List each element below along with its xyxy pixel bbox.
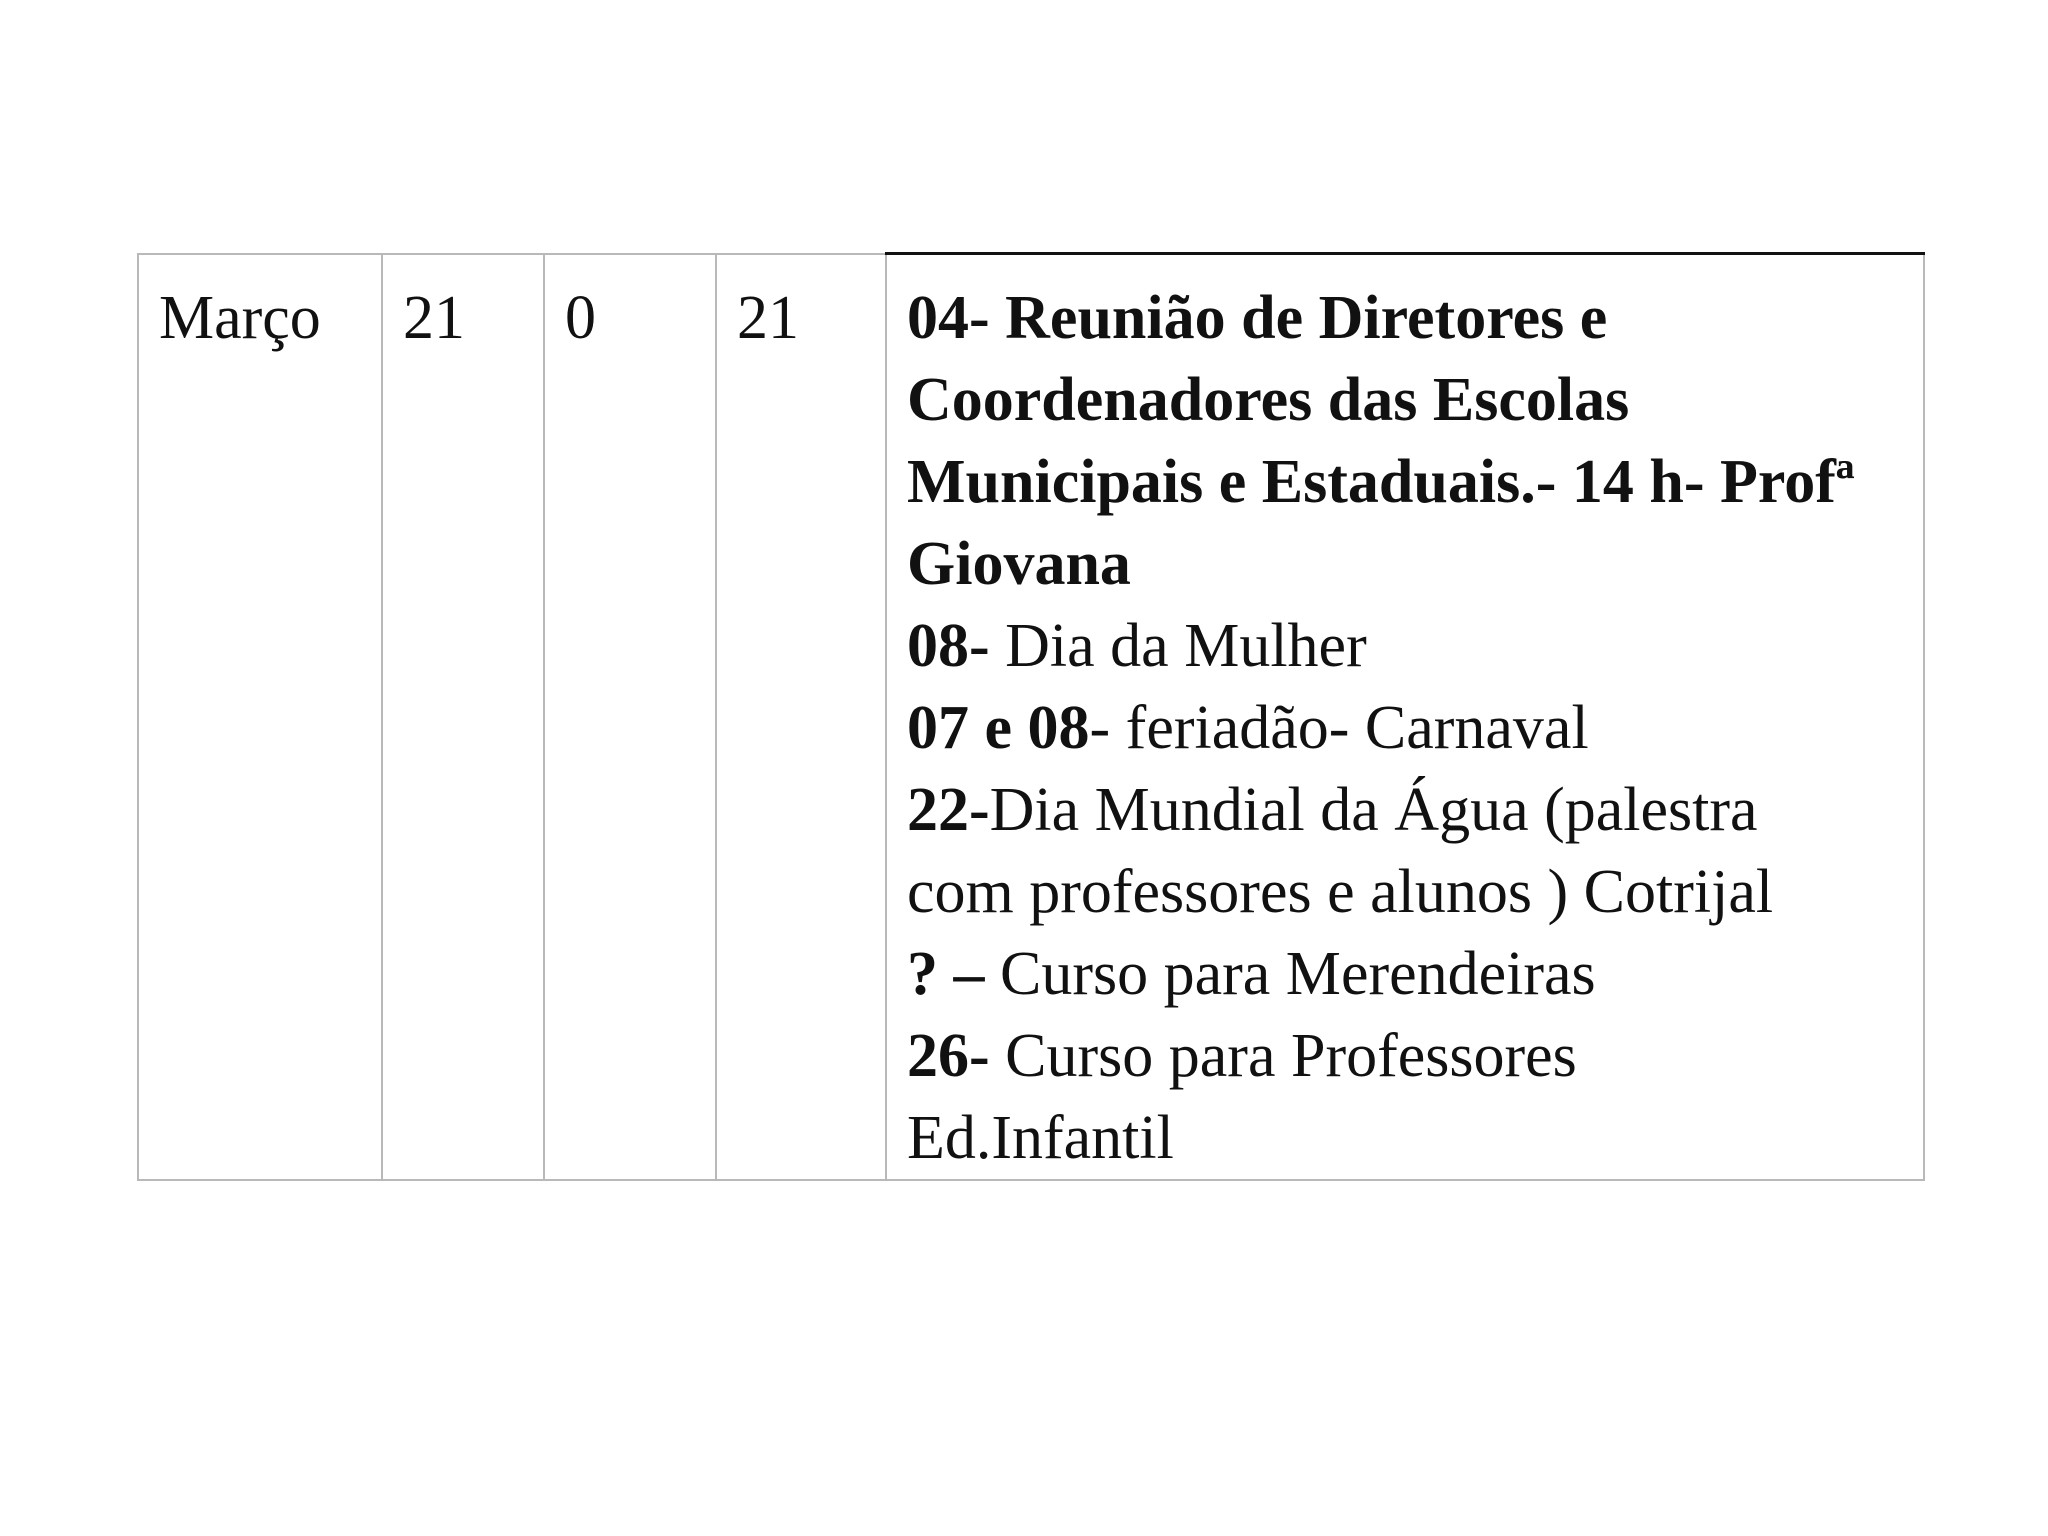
events-cell — [886, 254, 1924, 1181]
event-date: 22- — [907, 776, 990, 844]
event-date: 26- — [907, 1022, 990, 1090]
event-description: Curso para Merendeiras — [984, 940, 1596, 1008]
schedule-table — [137, 252, 1925, 1181]
event-item — [907, 605, 1909, 687]
event-item — [907, 1097, 1909, 1179]
count-cell-1: 21 — [382, 254, 544, 1181]
event-item — [907, 769, 1909, 851]
count-cell-2: 0 — [544, 254, 716, 1181]
event-date: ? – — [907, 940, 985, 1008]
event-item — [907, 1015, 1909, 1097]
count-cell-3: 21 — [716, 254, 886, 1181]
table-row — [138, 254, 1924, 1181]
event-description: Dia da Mulher — [989, 612, 1367, 680]
event-description: Ed.Infantil — [907, 1104, 1174, 1172]
month-cell: Março — [138, 254, 382, 1181]
event-item — [907, 277, 1909, 605]
event-item — [907, 933, 1909, 1015]
event-date: 08- — [907, 612, 990, 680]
event-description: com professores e alunos ) Cotrijal — [907, 858, 1774, 926]
event-date: 04- Reunião de Diretores e Coordenadores das Escolas Municipais e Estaduais.- 14 h- Profª Giovana — [907, 284, 1855, 598]
event-description: - feriadão- Carnaval — [1089, 694, 1589, 762]
event-item — [907, 687, 1909, 769]
event-description: Curso para Professores — [989, 1022, 1577, 1090]
event-item — [907, 851, 1909, 933]
event-date: 07 e 08 — [907, 694, 1090, 762]
event-description: Dia Mundial da Água (palestra — [989, 776, 1758, 844]
